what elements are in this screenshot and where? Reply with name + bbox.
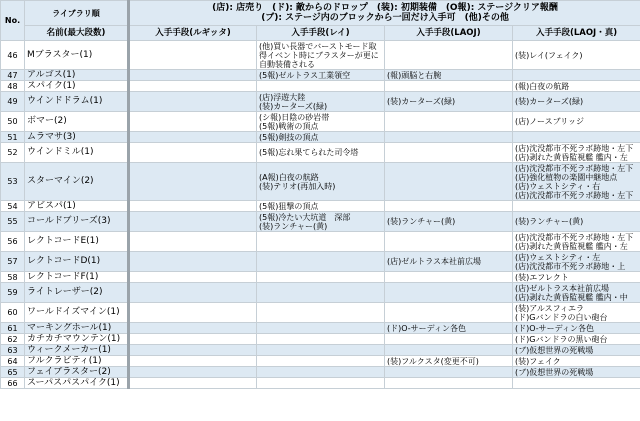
table-row xyxy=(1,212,640,232)
table-row xyxy=(1,345,640,356)
acquisition-entry: (装)ランチャー(黄) xyxy=(387,217,456,226)
acquisition-lugitta-cell xyxy=(129,81,257,92)
acquisition-laoj-ma-cell xyxy=(513,252,640,272)
acquisition-laoj-cell xyxy=(385,81,513,92)
table-row xyxy=(1,112,640,132)
acquisition-entry: 得イベント時にブラスターが更に xyxy=(259,50,379,60)
acquisition-entry: (装)フルクスタ(変更不可) xyxy=(387,356,479,366)
row-number: 63 xyxy=(1,345,25,356)
acquisition-entry: (ブ)仮想世界の死戦場 xyxy=(515,367,594,377)
acquisition-lugitta-cell xyxy=(129,283,257,303)
acquisition-lugitta-cell xyxy=(129,70,257,81)
table-row xyxy=(1,323,640,334)
acquisition-entry: (店)剥れた黄昏監視艦 艦内・左 xyxy=(515,152,628,162)
legend-line-1: (店): 店売り (ド): 敵からのドロップ (装): 初期装備 (O報): ステージクリア報酬 xyxy=(212,3,558,13)
acquisition-laoj-cell xyxy=(385,112,513,132)
acquisition-rei-cell xyxy=(257,41,385,70)
acquisition-lugitta-cell xyxy=(129,323,257,334)
table-row xyxy=(1,356,640,367)
acquisition-laoj-ma-cell xyxy=(513,334,640,345)
row-number: 58 xyxy=(1,272,25,283)
col-laoj-header: 入手手段(LAOJ) xyxy=(385,26,513,41)
acquisition-entry: (装)ランチャー(黄) xyxy=(259,221,328,231)
table-row xyxy=(1,201,640,212)
acquisition-laoj-ma-cell xyxy=(513,367,640,378)
acquisition-laoj-ma-cell xyxy=(513,132,640,143)
acquisition-entry: (5報)狙撃の頂点 xyxy=(259,201,319,211)
acquisition-rei-cell xyxy=(257,70,385,81)
acquisition-entry: (A報)白夜の航路 xyxy=(259,172,319,182)
acquisition-laoj-ma-cell xyxy=(513,41,640,70)
row-number: 57 xyxy=(1,252,25,272)
acquisition-laoj-cell xyxy=(385,212,513,232)
acquisition-lugitta-cell xyxy=(129,232,257,252)
table-row xyxy=(1,92,640,112)
acquisition-rei-cell xyxy=(257,92,385,112)
acquisition-laoj-ma-cell xyxy=(513,212,640,232)
item-name: カチカチマウンテン(1) xyxy=(25,334,129,345)
acquisition-laoj-cell xyxy=(385,334,513,345)
acquisition-laoj-ma-cell xyxy=(513,143,640,163)
acquisition-entry: (シ報)日陰の砂岩帯 xyxy=(259,112,330,122)
row-number: 50 xyxy=(1,112,25,132)
acquisition-lugitta-cell xyxy=(129,132,257,143)
acquisition-laoj-ma-cell xyxy=(513,272,640,283)
table-row xyxy=(1,81,640,92)
acquisition-laoj-cell xyxy=(385,283,513,303)
acquisition-entry: (装)アルスフィエラ xyxy=(515,303,585,313)
acquisition-entry: (店)沈没都市不死ラボ跡地・左下 xyxy=(515,143,634,153)
item-name: ウィークメーカー(1) xyxy=(25,345,129,356)
item-name: ライトレーザー(2) xyxy=(25,283,129,303)
table-row xyxy=(1,367,640,378)
acquisition-laoj-ma-cell xyxy=(513,92,640,112)
item-name: ウインドドラム(1) xyxy=(25,92,129,112)
item-name: ワールドイズマイン(1) xyxy=(25,303,129,323)
acquisition-lugitta-cell xyxy=(129,367,257,378)
header-row-top xyxy=(1,1,640,26)
table-row xyxy=(1,143,640,163)
acquisition-laoj-cell xyxy=(385,201,513,212)
acquisition-entry: (装)エフレクト xyxy=(515,272,569,282)
acquisition-lugitta-cell xyxy=(129,252,257,272)
acquisition-entry: (装)フェイク xyxy=(515,356,561,366)
acquisition-lugitta-cell xyxy=(129,378,257,389)
acquisition-lugitta-cell xyxy=(129,143,257,163)
acquisition-rei-cell xyxy=(257,201,385,212)
acquisition-laoj-cell xyxy=(385,92,513,112)
acquisition-laoj-ma-cell xyxy=(513,232,640,252)
item-name: アビスパ(1) xyxy=(25,201,129,212)
acquisition-entry: (装)カーターズ(緑) xyxy=(259,101,328,111)
acquisition-entry: (5報)戦術の頂点 xyxy=(259,121,319,131)
acquisition-entry: (ド)O-サーディン各色 xyxy=(515,323,595,333)
row-number: 53 xyxy=(1,163,25,201)
row-number: 56 xyxy=(1,232,25,252)
table-row xyxy=(1,378,640,389)
acquisition-entry: (店)ゼルトラス本社前広場 xyxy=(515,283,610,293)
acquisition-entry: (報)白夜の航路 xyxy=(515,81,570,91)
acquisition-laoj-cell xyxy=(385,378,513,389)
acquisition-entry: (5報)冷たい大坑道 深部 xyxy=(259,212,351,222)
acquisition-rei-cell xyxy=(257,212,385,232)
item-name: レクトコードF(1) xyxy=(25,272,129,283)
acquisition-entry: (店)浮遊大陸 xyxy=(259,92,306,102)
item-name: Mブラスター(1) xyxy=(25,41,129,70)
acquisition-entry: (ド)Gバンドラの白い砲台 xyxy=(515,312,608,322)
table-row xyxy=(1,132,640,143)
acquisition-lugitta-cell xyxy=(129,92,257,112)
acquisition-entry: (ド)O-サーディン各色 xyxy=(387,323,467,333)
table-row xyxy=(1,303,640,323)
acquisition-entry: (店)沈没都市不死ラボ跡地・左下 xyxy=(515,190,634,200)
acquisition-entry: (装)カーターズ(緑) xyxy=(515,97,584,106)
legend-line-2: (ブ): ステージ内のブロックから一回だけ入手可 (他)その他 xyxy=(261,13,509,23)
acquisition-laoj-ma-cell xyxy=(513,163,640,201)
acquisition-laoj-ma-cell xyxy=(513,378,640,389)
acquisition-entry: (装)カーターズ(緑) xyxy=(387,97,456,106)
name-header: 名前(最大段数) xyxy=(25,26,129,41)
row-number: 65 xyxy=(1,367,25,378)
item-name: アルゴス(1) xyxy=(25,70,129,81)
library-order-header: ライブラリ順 xyxy=(25,1,129,26)
table-row xyxy=(1,272,640,283)
item-name: スパイク(1) xyxy=(25,81,129,92)
table-body xyxy=(1,41,640,389)
acquisition-laoj-cell xyxy=(385,232,513,252)
acquisition-lugitta-cell xyxy=(129,112,257,132)
col-rei-header: 入手手段(レイ) xyxy=(257,26,385,41)
acquisition-rei-cell xyxy=(257,81,385,92)
acquisition-entry: (店)沈没都市不死ラボ跡地・左下 xyxy=(515,232,634,242)
table-row xyxy=(1,334,640,345)
acquisition-rei-cell xyxy=(257,345,385,356)
table-row xyxy=(1,232,640,252)
acquisition-lugitta-cell xyxy=(129,356,257,367)
acquisition-entry: (装)レイ(フェイク) xyxy=(515,50,583,60)
row-number: 61 xyxy=(1,323,25,334)
acquisition-entry: (5報)忘れ果てられた司令塔 xyxy=(259,148,359,157)
acquisition-rei-cell xyxy=(257,367,385,378)
item-name: ウインドミル(1) xyxy=(25,143,129,163)
table-row xyxy=(1,283,640,303)
row-number: 64 xyxy=(1,356,25,367)
row-number: 48 xyxy=(1,81,25,92)
acquisition-rei-cell xyxy=(257,232,385,252)
acquisition-laoj-ma-cell xyxy=(513,81,640,92)
acquisition-rei-cell xyxy=(257,323,385,334)
row-number: 62 xyxy=(1,334,25,345)
acquisition-rei-cell xyxy=(257,143,385,163)
acquisition-rei-cell xyxy=(257,378,385,389)
item-name: レクトコードD(1) xyxy=(25,252,129,272)
acquisition-entry: (ブ)仮想世界の死戦場 xyxy=(515,345,594,355)
col-laoj-ma-header: 入手手段(LAOJ・真) xyxy=(513,26,640,41)
acquisition-laoj-ma-cell xyxy=(513,356,640,367)
item-name: コールドブリーズ(3) xyxy=(25,212,129,232)
acquisition-lugitta-cell xyxy=(129,334,257,345)
acquisition-rei-cell xyxy=(257,132,385,143)
acquisition-rei-cell xyxy=(257,252,385,272)
acquisition-lugitta-cell xyxy=(129,41,257,70)
acquisition-laoj-cell xyxy=(385,303,513,323)
acquisition-entry: (報)頭脳と右腕 xyxy=(387,70,442,80)
acquisition-rei-cell xyxy=(257,112,385,132)
row-number: 59 xyxy=(1,283,25,303)
acquisition-laoj-cell xyxy=(385,132,513,143)
acquisition-entry: (ド)Gバンドラの黒い砲台 xyxy=(515,334,608,344)
row-number: 52 xyxy=(1,143,25,163)
acquisition-laoj-cell xyxy=(385,367,513,378)
acquisition-entry: (店)強化植物の楽園中継地点 xyxy=(515,172,618,182)
table-row xyxy=(1,41,640,70)
acquisition-entry: 自動装備される xyxy=(259,59,315,69)
table-row xyxy=(1,252,640,272)
col-lugitta-header: 入手手段(ルギッタ) xyxy=(129,26,257,41)
acquisition-laoj-ma-cell xyxy=(513,303,640,323)
acquisition-entry: (店)沈没都市不死ラボ跡地・左下 xyxy=(515,163,634,173)
acquisition-lugitta-cell xyxy=(129,212,257,232)
item-name: スーパスパスパイク(1) xyxy=(25,378,129,389)
acquisition-rei-cell xyxy=(257,272,385,283)
acquisition-entry: (店)剥れた黄昏監視艦 艦内・左 xyxy=(515,241,628,251)
acquisition-lugitta-cell xyxy=(129,163,257,201)
item-name: レクトコードE(1) xyxy=(25,232,129,252)
table-row xyxy=(1,163,640,201)
acquisition-entry: (装)テリオ(再加入時) xyxy=(259,181,336,191)
no-header: No. xyxy=(1,1,25,41)
acquisition-laoj-cell xyxy=(385,356,513,367)
acquisition-laoj-cell xyxy=(385,272,513,283)
acquisition-laoj-cell xyxy=(385,323,513,334)
acquisition-laoj-cell xyxy=(385,41,513,70)
acquisition-entry: (店)沈没都市不死ラボ跡地・上 xyxy=(515,261,626,271)
acquisition-laoj-cell xyxy=(385,70,513,81)
acquisition-entry: (店)剥れた黄昏監視艦 艦内・中 xyxy=(515,292,628,302)
acquisition-laoj-ma-cell xyxy=(513,112,640,132)
acquisition-rei-cell xyxy=(257,283,385,303)
legend-cell xyxy=(129,1,640,26)
row-number: 51 xyxy=(1,132,25,143)
acquisition-laoj-ma-cell xyxy=(513,283,640,303)
acquisition-lugitta-cell xyxy=(129,303,257,323)
row-number: 66 xyxy=(1,378,25,389)
acquisition-laoj-ma-cell xyxy=(513,345,640,356)
acquisition-laoj-ma-cell xyxy=(513,70,640,81)
acquisition-lugitta-cell xyxy=(129,272,257,283)
acquisition-laoj-ma-cell xyxy=(513,201,640,212)
row-number: 60 xyxy=(1,303,25,323)
item-name: ムラマサ(3) xyxy=(25,132,129,143)
acquisition-rei-cell xyxy=(257,334,385,345)
acquisition-laoj-cell xyxy=(385,163,513,201)
item-name: スターマイン(2) xyxy=(25,163,129,201)
acquisition-entry: (他)買い長器でバーストモード取 xyxy=(259,41,377,51)
acquisition-rei-cell xyxy=(257,303,385,323)
row-number: 54 xyxy=(1,201,25,212)
row-number: 47 xyxy=(1,70,25,81)
acquisition-entry: (5報)剣技の頂点 xyxy=(259,132,319,142)
acquisition-entry: (5報)ゼルトラス工業領空 xyxy=(259,70,351,80)
acquisition-lugitta-cell xyxy=(129,345,257,356)
acquisition-laoj-cell xyxy=(385,252,513,272)
row-number: 49 xyxy=(1,92,25,112)
item-name: フェイブラスター(2) xyxy=(25,367,129,378)
acquisition-rei-cell xyxy=(257,163,385,201)
header-row-columns xyxy=(1,26,640,41)
acquisition-rei-cell xyxy=(257,356,385,367)
acquisition-entry: (装)ランチャー(黄) xyxy=(515,217,584,226)
table-row xyxy=(1,70,640,81)
acquisition-entry: (店)ウェストシティ・右 xyxy=(515,181,601,191)
acquisition-lugitta-cell xyxy=(129,201,257,212)
acquisition-laoj-ma-cell xyxy=(513,323,640,334)
acquisition-laoj-cell xyxy=(385,143,513,163)
acquisition-entry: (店)ゼルトラス本社前広場 xyxy=(387,257,482,266)
item-name: フルクラビティ(1) xyxy=(25,356,129,367)
acquisition-entry: (店)ノースブリッジ xyxy=(515,117,584,126)
acquisition-entry: (店)ウェストシティ・左 xyxy=(515,252,601,262)
item-name: マーキングホール(1) xyxy=(25,323,129,334)
row-number: 55 xyxy=(1,212,25,232)
acquisition-laoj-cell xyxy=(385,345,513,356)
item-name: ボマー(2) xyxy=(25,112,129,132)
row-number: 46 xyxy=(1,41,25,70)
